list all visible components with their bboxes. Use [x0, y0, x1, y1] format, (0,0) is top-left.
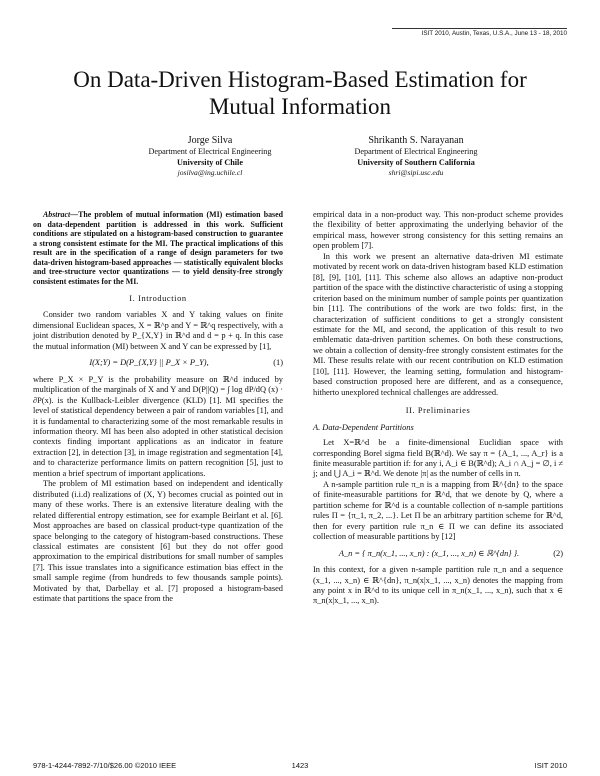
paragraph: where P_X × P_Y is the probability measure on ℝ^d induced by multiplication of the marginals of X and Y and D(P||Q) = ∫ log dP/dQ (x) · ∂P(x). is the Kullback-Leibler divergence (KLD) [1]. MI specifies the level of statistical dependency between a pair of random variables [1], and it is fundamental to characterizing some of the most remarkable results in information theory. MI has been also adopted in other statistical decision contexts finding important applications as an indicator in feature extraction [2], in detection [3], in image registration and segmentation [4], and to characterize performance limits on pattern recognition [5], just to mention a brief spectrum of important applications.: [33, 374, 283, 478]
paragraph: In this context, for a given n-sample partition rule π_n and a sequence (x_1, ..., x_n) ∈ ℝ^{dn}, π_n(x|x_1, ..., x_n) denotes the mapping from any point x in ℝ^d to its unique cell in π_n(x_1, ..., x_n), such that x ∈ π_n(x|x_1, ..., x_n).: [313, 565, 563, 606]
footer-copyright: 978-1-4244-7892-7/10/$26.00 ©2010 IEEE: [33, 761, 177, 770]
abstract-text: —The problem of mutual information (MI) estimation based on data-dependent partition is addressed in this work. Sufficient conditions are stipulated on a histogram-based construction to guarantee a strong consistent estimate for the MI. The practical implications of this result are in the specification of a range of design parameters for two data-driven histogram-based approaches — statistically equivalent blocks and tree-structure vector quantizations — to yield density-free strongly consistent estimates for the MI.: [33, 210, 283, 286]
paper-title: On Data-Driven Histogram-Based Estimation for Mutual Information: [73, 67, 527, 119]
author-name: Shrikanth S. Narayanan: [368, 135, 464, 146]
subsection-heading: A. Data-Dependent Partitions: [313, 422, 414, 432]
section-heading-introduction: I. Introduction: [129, 294, 187, 303]
equation-2: [313, 549, 563, 559]
left-column: [33, 210, 283, 605]
author-institution: University of Chile: [177, 157, 243, 167]
abstract: [33, 210, 283, 286]
equation-1: [33, 358, 283, 368]
paragraph: The problem of MI estimation based on independent and identically distributed (i.i.d) realizations of (X, Y) becomes crucial as pointed out in many of these works. There is an extensive literature dealing with the related differential entropy estimation, see for example Beirlant et al. [6]. Most approaches are based on classical product-type quantization of the space belonging to the category of histogram-based constructions. These classical estimates are consistent [6] but they do not offer good approximation to the empirical distributions for small number of samples [7]. This issue translates into a significance estimation bias effect in the small sample regime (from hundreds to few thousands sample points). Motivated by that, Darbellay et al. [7] proposed a histogram-based estimate that partitions the space from the: [33, 479, 283, 604]
author-email: josilva@ing.uchile.cl: [177, 168, 243, 178]
header-rule: [392, 28, 567, 29]
author-institution: University of Southern California: [357, 157, 475, 167]
author-name: Jorge Silva: [187, 135, 233, 146]
author-block-2: [316, 134, 516, 179]
paragraph: empirical data in a non-product way. This non-product scheme provides the flexibility of better approximating the underlying behavior of the empirical mass, however strong consistency for this setting remains an open problem [7].: [313, 210, 563, 251]
equation-body: I(X;Y) = D(P_{X,Y} || P_X × P_Y),: [89, 358, 209, 368]
paragraph: A n-sample partition rule π_n is a mapping from ℝ^{dn} to the space of finite-measurable partitions for ℝ^d, that we denote by Q, where a partition scheme for ℝ^d is a countable collection of n-sample partitions rules Π = {π_1, π_2, ...}. Let Π be an arbitrary partition scheme for ℝ^d, then for every partition rule π_n ∈ Π we can define its associated collection of measurable partitions by [12]: [313, 479, 563, 542]
paragraph: In this work we present an alternative data-driven MI estimate motivated by recent work on data-driven histogram based KLD estimation [8], [9], [10], [11]. This scheme also allows an adaptive non-product partition of the space with the distinctive characteristic of using a stopping criterion based on the minimum number of sample points per quantization bin [11]. The contributions of the work are two folds: first, in the characterization of sufficient conditions to get a strongly consistent estimate for the MI, and second, the application of this result to two emblematic data-driven partition schemes. On both these constructions, we obtain a collection of density-free strongly consistent estimates for the MI. These results relate with our recent contribution on KLD estimation [10], [11]. However, the learning setting, formulation and histogram-based construction proposed here are different, and as a consequence, hitherto unexplored technical challenges are addressed.: [313, 251, 563, 397]
author-department: Department of Electrical Engineering: [148, 147, 272, 156]
right-column: [313, 210, 563, 607]
footer-page-number: 1423: [291, 761, 309, 770]
author-email: shri@sipi.usc.edu: [388, 168, 444, 178]
equation-number: (1): [273, 358, 283, 368]
footer-conference: ISIT 2010: [534, 761, 567, 770]
paragraph: Consider two random variables X and Y taking values on finite dimensional Euclidean spaces, X = ℝ^p and Y = ℝ^q respectively, with a joint distribution denoted by P_{X,Y} in ℝ^d and d = p + q. In this case the mutual information (MI) between X and Y can be expressed by [1],: [33, 310, 283, 351]
author-block-1: [120, 134, 300, 179]
equation-number: (2): [553, 548, 563, 558]
abstract-label: Abstract: [43, 210, 71, 219]
paragraph: Let X=ℝ^d be a finite-dimensional Euclidian space with corresponding Borel sigma field B(ℝ^d). We say π = {A_1, ..., A_r} is a finite measurable partition if: for any i, A_i ∈ B(ℝ^d); A_i ∩ A_j = ∅, i ≠ j; and ⋃ A_i = ℝ^d. We denote |π| as the number of cells in π.: [313, 438, 563, 479]
author-department: Department of Electrical Engineering: [354, 147, 478, 156]
section-heading-preliminaries: II. Preliminaries: [405, 406, 471, 416]
conference-header: ISIT 2010, Austin, Texas, U.S.A., June 13 - 18, 2010: [421, 30, 567, 37]
equation-body: A_n = { π_n(x_1, ..., x_n) : (x_1, ..., x_n) ∈ ℝ^{dn} }.: [338, 548, 520, 558]
